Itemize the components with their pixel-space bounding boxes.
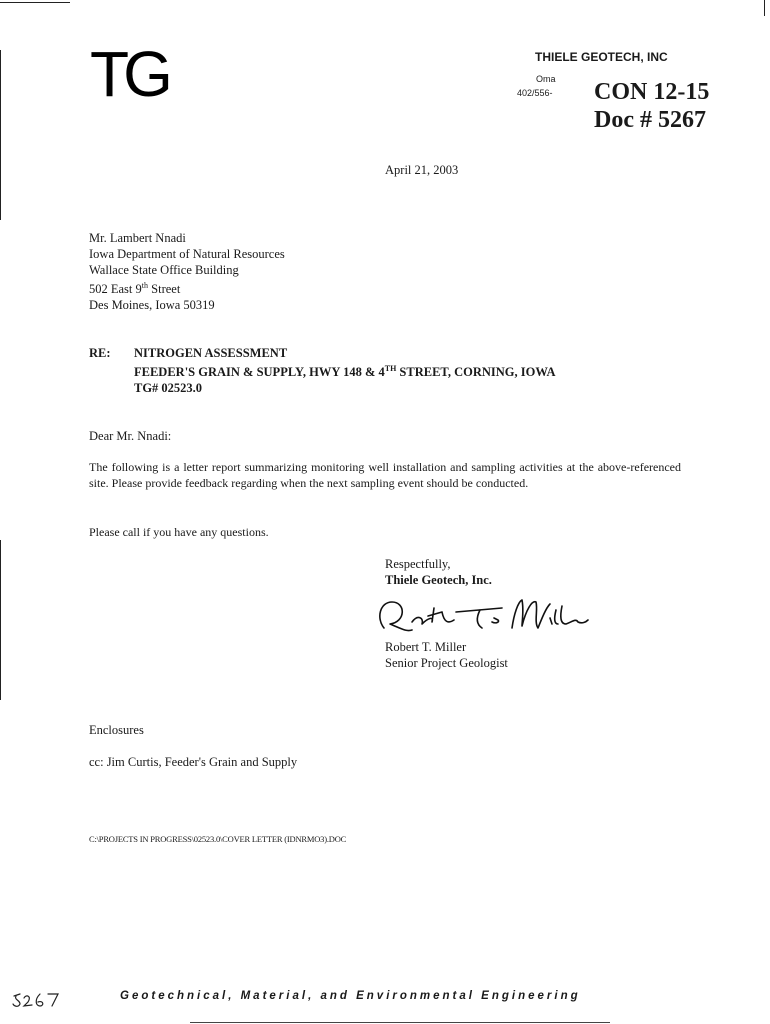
cc-line: cc: Jim Curtis, Feeder's Grain and Supply	[89, 755, 298, 769]
recipient-building: Wallace State Office Building	[89, 263, 239, 277]
letter-date: April 21, 2003	[385, 163, 459, 177]
signature-stroke-iller	[550, 606, 588, 624]
re-line-3: TG# 02523.0	[134, 381, 203, 396]
signature-stroke-obert	[412, 608, 454, 624]
recipient-street: 502 East 9th Street	[89, 281, 181, 297]
signature-stroke-m	[512, 600, 550, 628]
phone-fragment: 402/556-	[517, 88, 553, 98]
enclosures: Enclosures	[89, 723, 144, 737]
company-name: THIELE GEOTECH, INC	[535, 50, 668, 64]
re-subject	[134, 345, 555, 396]
valediction: Respectfully,	[385, 557, 451, 571]
salutation: Dear Mr. Nnadi:	[89, 429, 172, 443]
recipient-name: Mr. Lambert Nnadi	[89, 231, 186, 245]
doc-number-stamp: Doc # 5267	[594, 107, 706, 133]
re-line-1: NITROGEN ASSESSMENT	[134, 346, 288, 360]
recipient-address	[89, 230, 285, 313]
signature-stroke-r	[380, 602, 412, 631]
scan-edge-top	[0, 2, 70, 3]
company-logo: TG	[90, 38, 167, 110]
signer-name: Robert T. Miller	[385, 640, 467, 654]
signature-stroke-dot	[492, 618, 499, 623]
address-city-fragment: Oma	[536, 74, 556, 84]
scan-edge-left-lower	[0, 540, 1, 700]
signer-title: Senior Project Geologist	[385, 656, 508, 670]
re-label: RE:	[89, 346, 111, 360]
scan-edge-right	[764, 0, 765, 16]
body-paragraph-1: The following is a letter report summarizing monitoring well installation and sampling activities at the above-referenced site. Please provide feedback regarding when the next sampling event should be conducted.	[89, 460, 681, 490]
handwritten-note	[10, 988, 66, 1010]
con-stamp: CON 12-15	[594, 79, 710, 105]
re-line-2: FEEDER'S GRAIN & SUPPLY, HWY 148 & 4TH STREET, CORNING, IOWA	[134, 364, 556, 380]
recipient-city: Des Moines, Iowa 50319	[89, 298, 215, 313]
footer-tagline: Geotechnical, Material, and Environmental Engineering	[120, 990, 581, 1002]
body-paragraph-2: Please call if you have any questions.	[89, 525, 269, 539]
footer-rule	[190, 1022, 610, 1023]
closing-company: Thiele Geotech, Inc.	[385, 573, 492, 587]
recipient-org: Iowa Department of Natural Resources	[89, 247, 285, 261]
scan-edge-left	[0, 50, 1, 220]
signature-image	[372, 588, 592, 644]
file-path: C:\PROJECTS IN PROGRESS\02523.0\COVER LETTER (IDNRMO3).DOC	[89, 834, 347, 844]
